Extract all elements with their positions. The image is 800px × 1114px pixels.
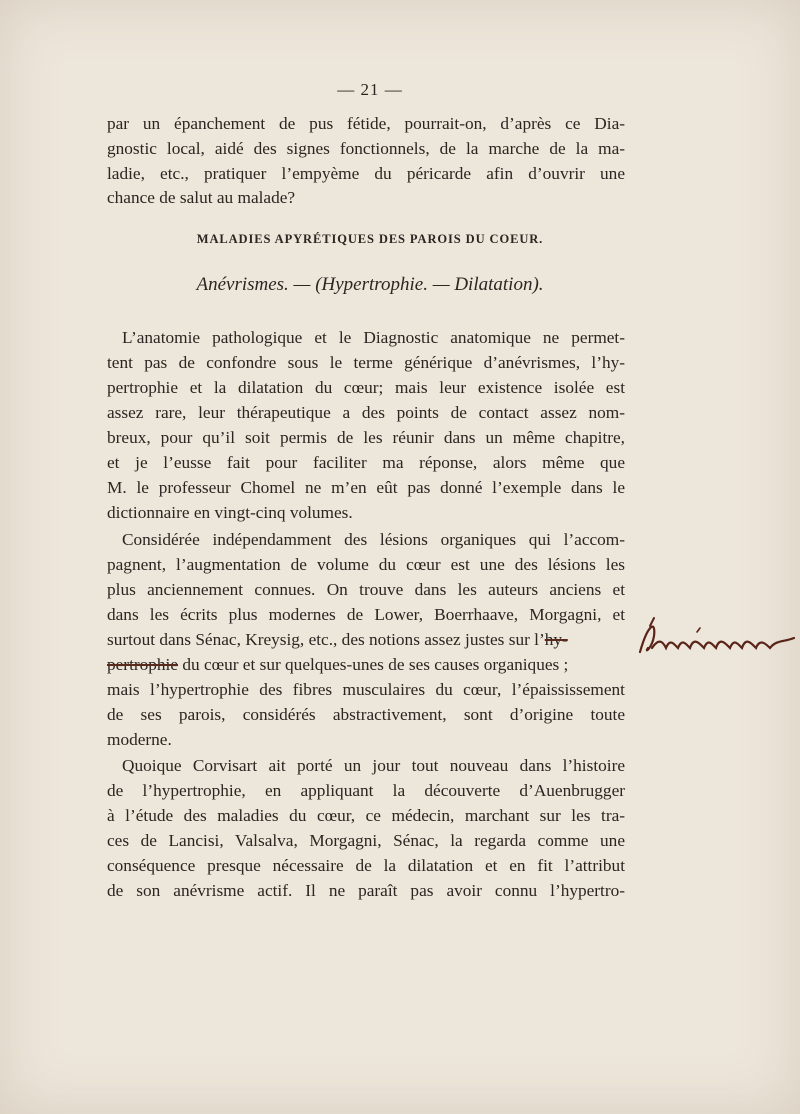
text-line: de son anévrisme actif. Il ne paraît pas avoir connu l’hypertro- (107, 881, 625, 900)
text-line: dictionnaire en vingt-cinq volumes. (107, 503, 353, 522)
struck-word: pertrophie (107, 655, 179, 674)
text-line: pagnent, l’augmentation de volume du cœur est une des lésions les (107, 555, 625, 574)
text-line: M. le professeur Chomel ne m’en eût pas donné l’exemple dans le (107, 478, 625, 497)
text-line: pertrophie et la dilatation du cœur; mais leur existence isolée est (107, 378, 625, 397)
text-line: assez rare, leur thérapeutique a des points de contact assez nom- (107, 403, 625, 422)
text-line-with-strike (107, 653, 625, 678)
page-number: — 21 — (337, 80, 403, 99)
text-line: tent pas de confondre sous le terme générique d’anévrismes, l’hy- (107, 353, 625, 372)
text-line: gnostic local, aidé des signes fonctionnels, de la marche de la ma- (107, 139, 625, 158)
text-line: de l’hypertrophie, en appliquant la découverte d’Auenbrugger (107, 781, 625, 800)
section-subtitle: Anévrismes. — (Hypertrophie. — Dilatation). (196, 274, 544, 295)
text-line: Quoique Corvisart ait porté un jour tout nouveau dans l’histoire (122, 756, 625, 775)
text-line: plus anciennement connues. On trouve dans les auteurs anciens et (107, 580, 625, 599)
text-line: chance de salut au malade? (107, 188, 296, 207)
text-line: L’anatomie pathologique et le Diagnostic anatomique ne permet- (122, 328, 625, 347)
handwritten-margin-note (634, 614, 800, 664)
text-line: dans les écrits plus modernes de Lower, Boerrhaave, Morgagni, et (107, 605, 625, 624)
text-line: conséquence presque nécessaire de la dilatation et en fit l’attribut (107, 856, 625, 875)
text-line-with-strike (107, 628, 625, 653)
text-line: et je l’eusse fait pour faciliter ma réponse, alors même que (107, 453, 625, 472)
text-line: de ses parois, considérés abstractivement, sont d’origine toute (107, 705, 625, 724)
text-line: par un épanchement de pus fétide, pourrait-on, d’après ce Dia- (107, 114, 625, 133)
text-line: breux, pour qu’il soit permis de les réunir dans un même chapitre, (107, 428, 625, 447)
text-line: ces de Lancisi, Valsalva, Morgagni, Sénac, la regarda comme une (107, 831, 625, 850)
text-fragment: surtout dans Sénac, Kreysig, etc., des notions assez justes sur l’ (107, 630, 545, 649)
text-line: ladie, etc., pratiquer l’empyème du péricarde afin d’ouvrir une (107, 164, 625, 183)
text-line: Considérée indépendamment des lésions organiques qui l’accom- (122, 530, 625, 549)
text-line: à l’étude des maladies du cœur, ce médecin, marchant sur les tra- (107, 806, 625, 825)
section-heading: MALADIES APYRÉTIQUES DES PAROIS DU COEUR. (196, 232, 544, 246)
text-line: mais l’hypertrophie des fibres musculaires du cœur, l’épaississement (107, 680, 625, 699)
text-fragment: du cœur et sur quelques-unes de ses causes organiques ; (182, 655, 569, 674)
struck-word: hy- (544, 630, 568, 649)
text-line: moderne. (107, 730, 172, 749)
handwriting-image (634, 614, 800, 664)
